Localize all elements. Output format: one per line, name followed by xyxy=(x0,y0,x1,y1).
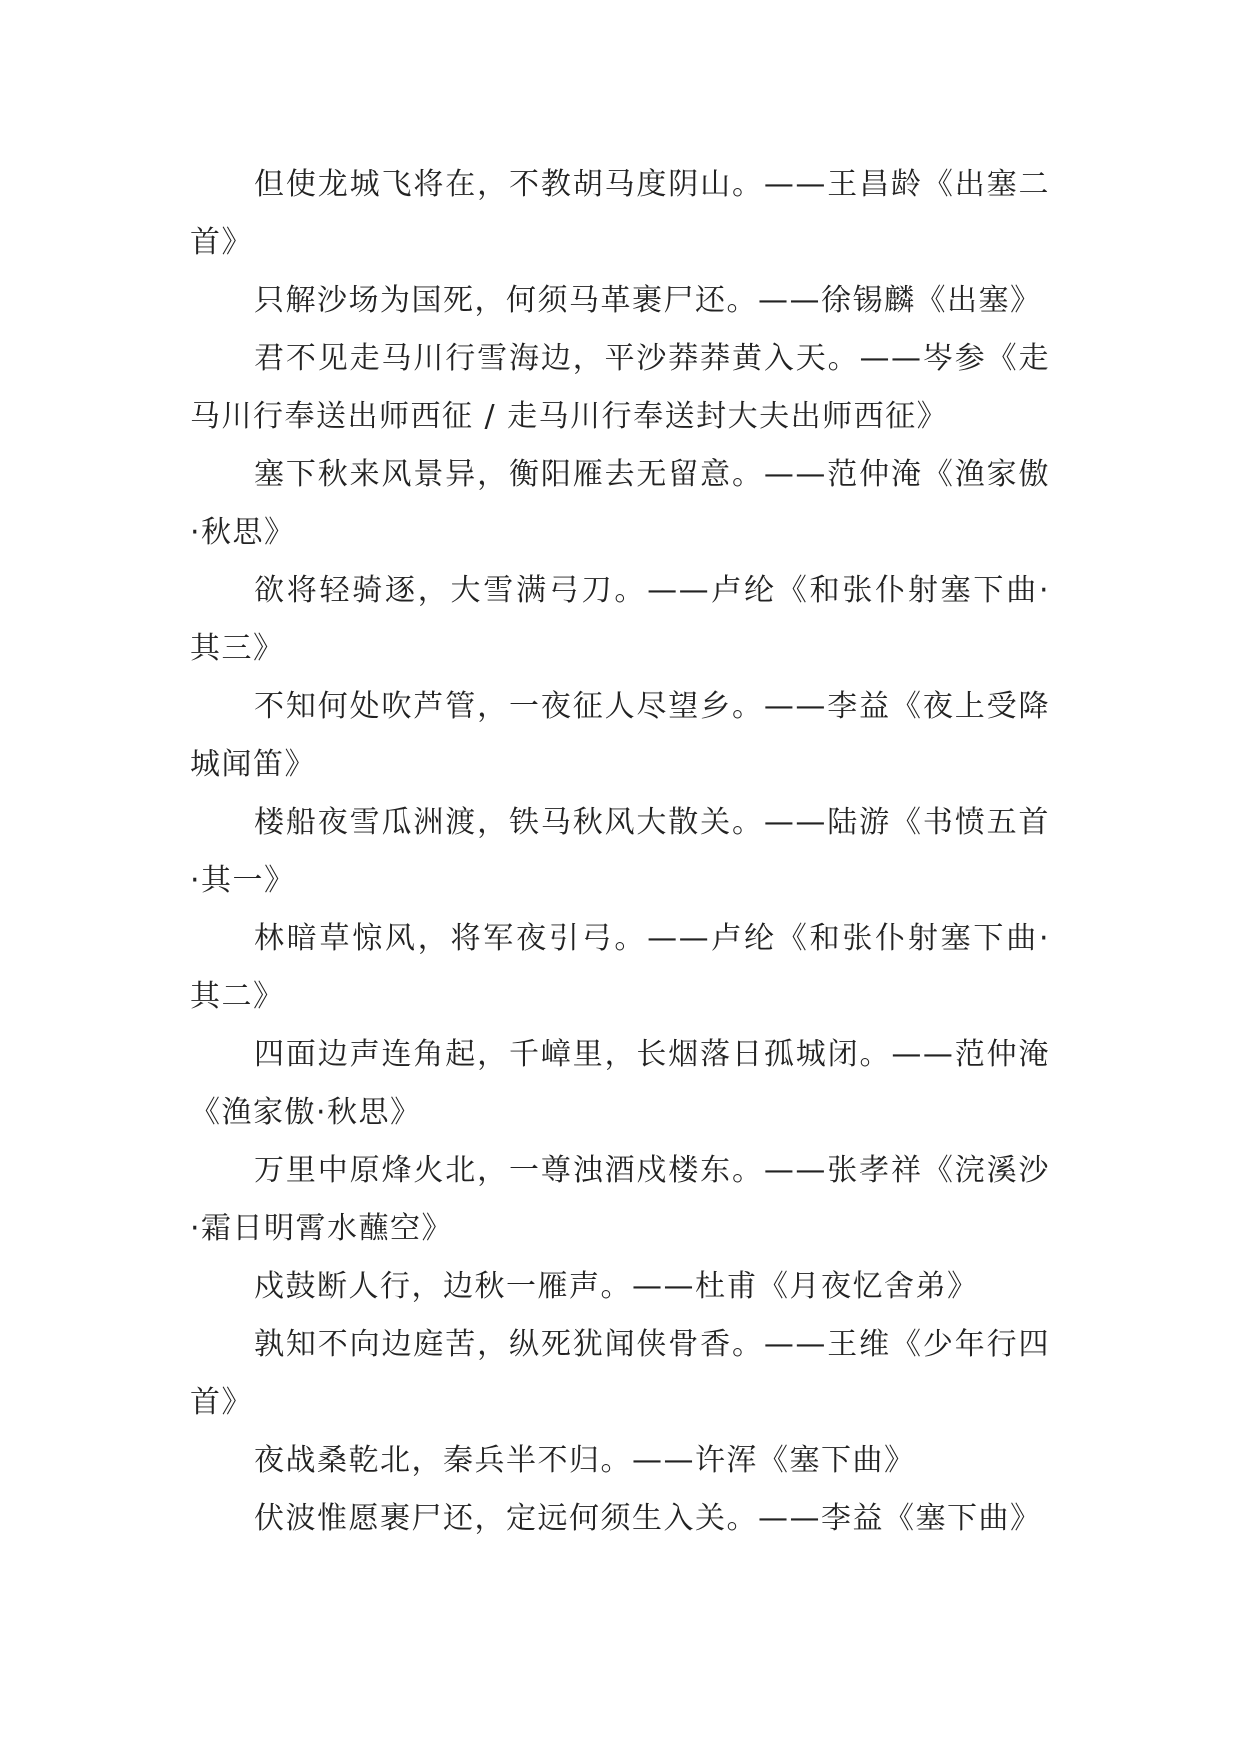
verse-line: 林暗草惊风，将军夜引弓。——卢纶《和张仆射塞下曲·其二》 xyxy=(190,921,1050,1014)
verse-line: 夜战桑乾北，秦兵半不归。——许浑《塞下曲》 xyxy=(254,1443,916,1478)
verse-line: 欲将轻骑逐，大雪满弓刀。——卢纶《和张仆射塞下曲·其三》 xyxy=(190,573,1050,666)
poem-list xyxy=(190,156,1050,1548)
verse-line: 伏波惟愿裹尸还，定远何须生入关。——李益《塞下曲》 xyxy=(254,1501,1042,1536)
verse-line: 塞下秋来风景异，衡阳雁去无留意。——范仲淹《渔家傲·秋思》 xyxy=(190,457,1050,550)
verse-line: 戍鼓断人行，边秋一雁声。——杜甫《月夜忆舍弟》 xyxy=(254,1269,979,1304)
verse-line: 但使龙城飞将在，不教胡马度阴山。——王昌龄《出塞二首》 xyxy=(190,167,1050,260)
verse-line: 不知何处吹芦管，一夜征人尽望乡。——李益《夜上受降城闻笛》 xyxy=(190,689,1050,782)
verse-line: 只解沙场为国死，何须马革裹尸还。——徐锡麟《出塞》 xyxy=(254,283,1042,318)
verse-line: 楼船夜雪瓜洲渡，铁马秋风大散关。——陆游《书愤五首·其一》 xyxy=(190,805,1050,898)
verse-line: 四面边声连角起，千嶂里，长烟落日孤城闭。——范仲淹《渔家傲·秋思》 xyxy=(190,1037,1050,1130)
verse-line: 万里中原烽火北，一尊浊酒戍楼东。——张孝祥《浣溪沙·霜日明霄水蘸空》 xyxy=(190,1153,1050,1246)
verse-line: 君不见走马川行雪海边，平沙莽莽黄入天。——岑参《走马川行奉送出师西征 / 走马川行奉送封大夫出师西征》 xyxy=(190,341,1050,434)
verse-line: 孰知不向边庭苦，纵死犹闻侠骨香。——王维《少年行四首》 xyxy=(190,1327,1050,1420)
